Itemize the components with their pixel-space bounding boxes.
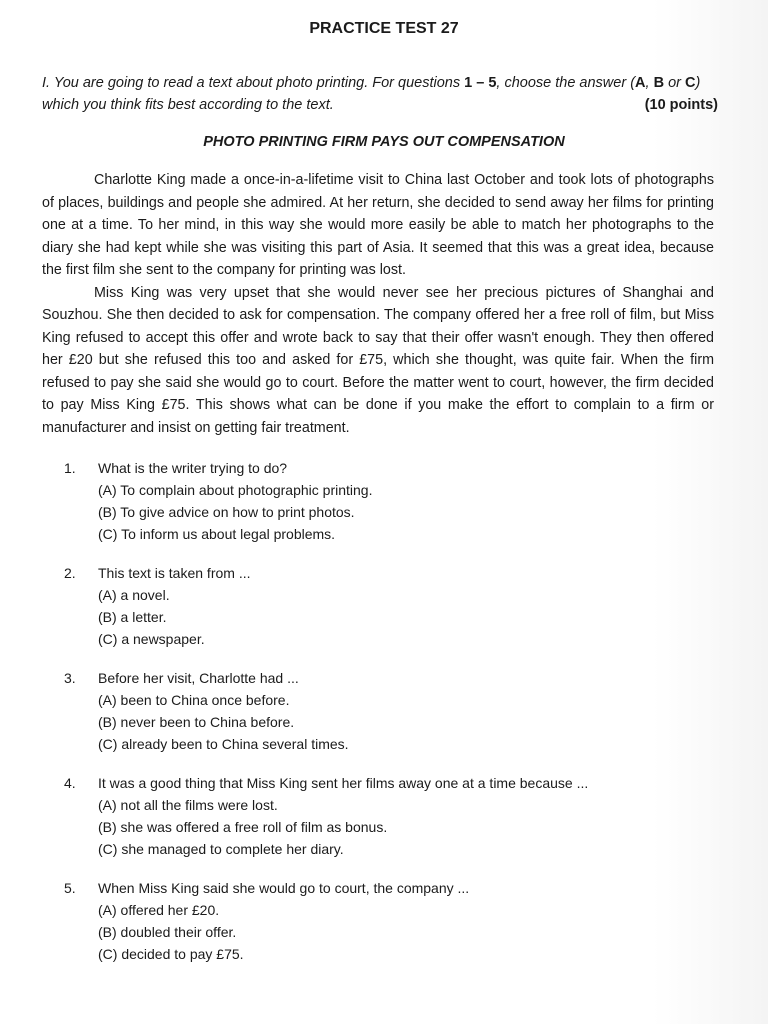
- answer-option: (C) she managed to complete her diary.: [98, 841, 344, 857]
- instructions-line-2: [42, 94, 718, 116]
- passage-paragraph: Miss King was very upset that she would never see her precious pictures of Shanghai and Souzhou. She then decided to ask for compensation. The company offered her a free roll of film, but Miss King refused to accept this offer and wrote back to say that their offer wasn't enough. They then offered her £20 but she refused this too and asked for £75, which she thought, was quite fair. When the firm refused to pay she said she would go to court. Before the matter went to court, however, the firm decided to pay Miss King £75. This shows what can be done if you make the effort to complain to a firm or manufacturer and insist on getting fair treatment.: [42, 284, 714, 436]
- question-item: [64, 562, 684, 650]
- question-item: [64, 457, 684, 545]
- option-c-label: C: [685, 75, 696, 91]
- instructions-close: ): [695, 75, 701, 91]
- question-number: 3.: [64, 670, 76, 686]
- answer-option: (C) a newspaper.: [98, 631, 205, 647]
- answer-option: (A) been to China once before.: [98, 692, 290, 708]
- answer-option: (A) not all the films were lost.: [98, 797, 278, 813]
- question-text: What is the writer trying to do?: [98, 460, 288, 476]
- question-number: 5.: [64, 880, 76, 896]
- question-number: 4.: [64, 775, 76, 791]
- answer-option: (B) she was offered a free roll of film as bonus.: [98, 819, 388, 835]
- answer-option: (B) To give advice on how to print photos.: [98, 504, 355, 520]
- option-b-label: B: [653, 75, 665, 91]
- reading-passage: [42, 169, 714, 439]
- answer-option: (B) doubled their offer.: [98, 924, 237, 940]
- instructions-line-2-text: which you think fits best according to the text.: [42, 97, 334, 113]
- instructions-prefix: I. You are going to read a text about photo printing. For questions: [42, 75, 465, 91]
- question-text: Before her visit, Charlotte had ...: [98, 670, 299, 686]
- points-label: (10 points): [644, 97, 718, 113]
- question-number: 1.: [64, 460, 76, 476]
- question-item: [64, 877, 684, 965]
- article-title: PHOTO PRINTING FIRM PAYS OUT COMPENSATION: [203, 134, 565, 150]
- instructions-sep: ,: [645, 75, 654, 91]
- answer-option: (B) a letter.: [98, 609, 167, 625]
- question-item: [64, 667, 684, 755]
- question-text: When Miss King said she would go to court, the company ...: [98, 880, 470, 896]
- question-text: This text is taken from ...: [98, 565, 251, 581]
- question-number: 2.: [64, 565, 76, 581]
- instructions-line-1: [42, 72, 718, 94]
- answer-option: (A) a novel.: [98, 587, 170, 603]
- answer-option: (C) decided to pay £75.: [98, 946, 244, 962]
- answer-option: (C) already been to China several times.: [98, 736, 349, 752]
- page-title: PRACTICE TEST 27: [309, 20, 459, 37]
- instructions-or: or: [664, 75, 686, 91]
- answer-option: (C) To inform us about legal problems.: [98, 526, 336, 542]
- instructions: [42, 72, 718, 116]
- answer-option: (A) To complain about photographic printing.: [98, 482, 373, 498]
- instructions-mid: , choose the answer (: [496, 75, 636, 91]
- answer-option: (A) offered her £20.: [98, 902, 220, 918]
- question-range: 1 – 5: [464, 75, 497, 91]
- passage-paragraph: Charlotte King made a once-in-a-lifetime visit to China last October and took lots of photographs of places, buildings and people she admired. At her return, she decided to send away her films for printing one at a time. To her mind, in this way she would more easily be able to match her photographs to the diary she had kept while she was visiting this part of Asia. It seemed that this was a great idea, because the first film she sent to the company for printing was lost.: [42, 172, 714, 278]
- answer-option: (B) never been to China before.: [98, 714, 295, 730]
- question-text: It was a good thing that Miss King sent her films away one at a time because ...: [98, 775, 589, 791]
- question-item: [64, 772, 684, 860]
- question-list: [64, 457, 684, 982]
- option-a-label: A: [635, 75, 646, 91]
